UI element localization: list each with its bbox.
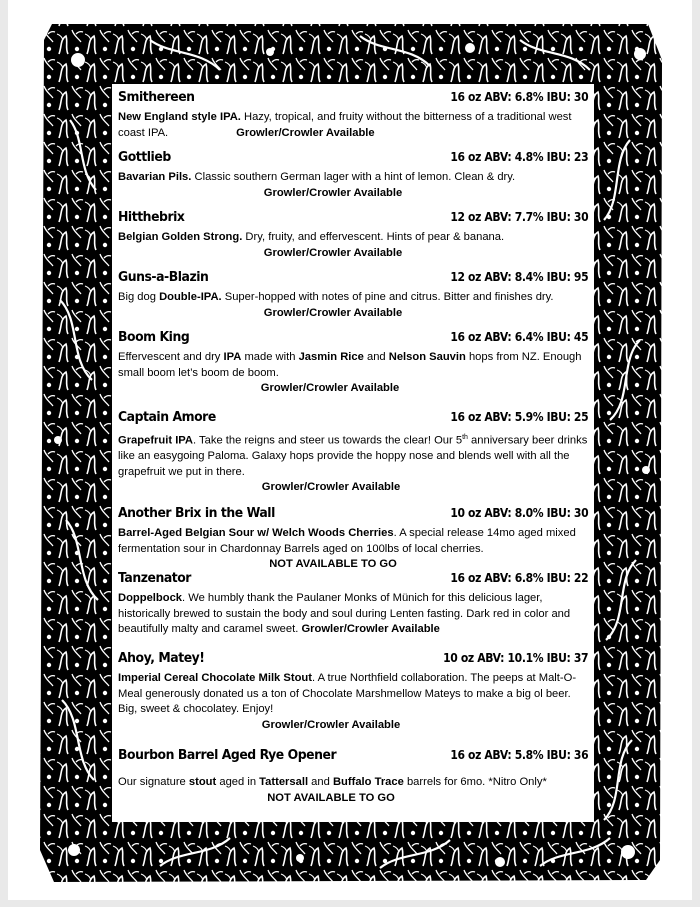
beer-stats: 16 oz ABV: 6.8% IBU: 22 <box>450 571 588 585</box>
beer-item-tanzenator <box>118 570 588 638</box>
beer-description: Our signature stout aged in Tattersall and Buffalo Trace barrels for 6mo. *Nitro Only* <box>118 776 547 788</box>
beer-name: Another Brix in the Wall <box>118 505 275 521</box>
availability: Growler/Crowler Available <box>236 126 375 139</box>
beer-name: Bourbon Barrel Aged Rye Opener <box>118 747 337 763</box>
beer-stats: 10 oz ABV: 10.1% IBU: 37 <box>442 651 588 665</box>
beer-item-captain-amore <box>118 409 588 495</box>
beer-item-smithereen <box>118 89 588 141</box>
availability: Growler/Crowler Available <box>260 382 400 394</box>
availability: Growler/Crowler Available <box>263 186 403 199</box>
beer-description: Grapefruit IPA. Take the reigns and steer us towards the clear! Our 5th anniversary beer drinks like an easygoing Paloma. Galaxy hops provide the hoppy nose and blends well with all the grapefruit we put in there. <box>118 434 588 478</box>
beer-name: Hitthebrix <box>118 209 185 225</box>
beer-name: Gottlieb <box>118 149 171 165</box>
beer-description: Doppelbock. We humbly thank the Paulaner Monks of Münich for this delicious lager, historically brewed to sustain the body and soul during Lenten fasting. Dark red in color and beautifully malty and caramel sweet. Growler/Crowler Available <box>118 592 571 635</box>
availability: Growler/Crowler Available <box>261 718 401 731</box>
beer-description: Big dog Double-IPA. Super-hopped with notes of pine and citrus. Bitter and finishes dry. <box>118 291 554 303</box>
beer-name: Boom King <box>118 329 190 345</box>
beer-stats: 16 oz ABV: 4.8% IBU: 23 <box>450 150 588 164</box>
beer-stats: 16 oz ABV: 5.9% IBU: 25 <box>450 410 588 424</box>
beer-item-another-brix-in-the-wall <box>118 505 588 572</box>
beer-description: Barrel-Aged Belgian Sour w/ Welch Woods Cherries. A special release 14mo aged mixed fermentation sour in Chardonnay Barrels aged on 100lbs of local cherries. <box>118 527 576 555</box>
beer-description: Belgian Golden Strong. Dry, fruity, and effervescent. Hints of pear & banana. <box>118 231 505 243</box>
availability: Growler/Crowler Available <box>261 481 401 494</box>
beer-name: Smithereen <box>118 89 195 105</box>
beer-item-hitthebrix <box>118 209 588 261</box>
beer-name: Guns-a-Blazin <box>118 269 209 285</box>
beer-name: Captain Amore <box>118 409 216 425</box>
beer-item-bourbon-barrel-aged-rye-opener <box>118 747 588 806</box>
beer-stats: 10 oz ABV: 8.0% IBU: 30 <box>450 506 588 520</box>
availability: NOT AVAILABLE TO GO <box>267 791 395 804</box>
beer-name: Tanzenator <box>118 570 191 586</box>
beer-item-ahoy-matey <box>118 650 588 733</box>
beer-description: Bavarian Pils. Classic southern German lager with a hint of lemon. Clean & dry. <box>118 171 516 183</box>
beer-stats: 16 oz ABV: 6.4% IBU: 45 <box>450 330 588 344</box>
beer-stats: 12 oz ABV: 8.4% IBU: 95 <box>450 270 588 284</box>
availability: Growler/Crowler Available <box>263 306 403 319</box>
availability: Growler/Crowler Available <box>301 623 440 635</box>
beer-description: Effervescent and dry IPA made with Jasmin Rice and Nelson Sauvin hops from NZ. Enough small boom let’s boom de boom. <box>118 351 582 379</box>
availability: Growler/Crowler Available <box>263 246 403 259</box>
beer-item-gottlieb <box>118 149 588 201</box>
beer-stats: 16 oz ABV: 6.8% IBU: 30 <box>450 90 588 104</box>
beer-item-boom-king <box>118 329 588 396</box>
beer-stats: 16 oz ABV: 5.8% IBU: 36 <box>450 748 588 762</box>
beer-stats: 12 oz ABV: 7.7% IBU: 30 <box>450 210 588 224</box>
availability: NOT AVAILABLE TO GO <box>269 558 397 570</box>
beer-description: New England style IPA. Hazy, tropical, and fruity without the bitterness of a traditional west coast IPA. Growler/Crowler Available <box>118 111 572 139</box>
beer-name: Ahoy, Matey! <box>118 650 205 666</box>
beer-item-guns-a-blazin <box>118 269 588 321</box>
beer-description: Imperial Cereal Chocolate Milk Stout. A true Northfield collaboration. The peeps at Malt-O-Meal generously donated us a ton of Chocolate Marshmellow Mateys to make a big ol beer. Big, sweet & chocolatey. Enjoy! <box>118 672 577 715</box>
